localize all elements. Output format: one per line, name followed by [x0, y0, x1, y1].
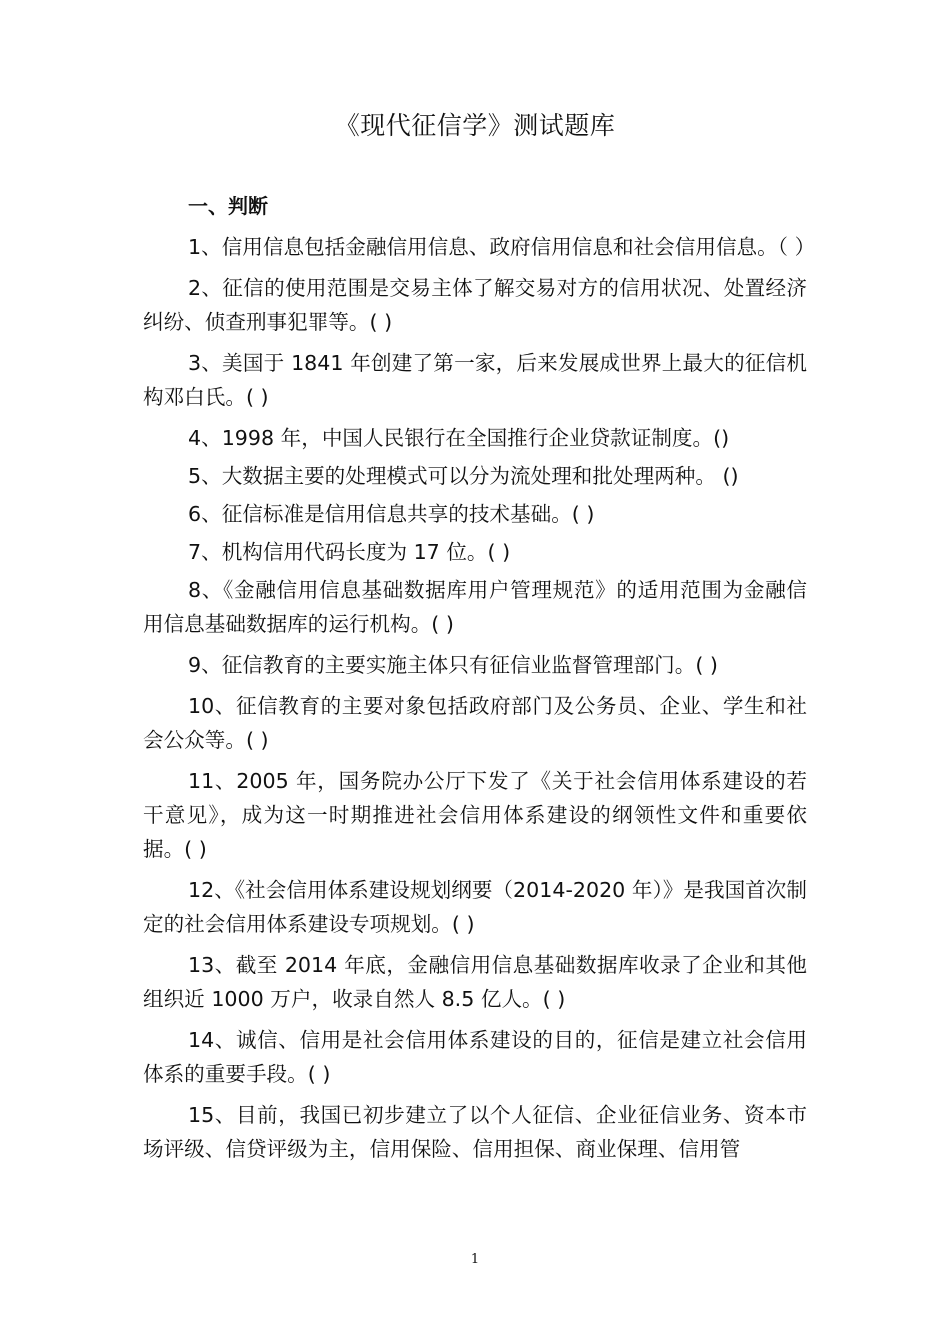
section-heading: 一、判断 — [188, 194, 268, 218]
question-item: 11、2005 年，国务院办公厅下发了《关于社会信用体系建设的若干意见》，成为这一时期推进社会信用体系建设的纲领性文件和重要依据。( ) — [143, 769, 807, 861]
document-title: 《现代征信学》测试题库 — [334, 111, 616, 140]
question-list — [143, 230, 816, 1173]
question-item: 3、美国于 1841 年创建了第一家，后来发展成世界上最大的征信机构邓白氏。( ) — [143, 351, 807, 409]
question-item: 15、目前，我国已初步建立了以个人征信、企业征信业务、资本市场评级、信贷评级为主，信用保险、信用担保、商业保理、信用管 — [143, 1103, 807, 1161]
page-number: 1 — [470, 1252, 480, 1267]
question-item: 1、信用信息包括金融信用信息、政府信用信息和社会信用信息。（ ） — [188, 235, 816, 259]
question-item: 10、征信教育的主要对象包括政府部门及公务员、企业、学生和社会公众等。( ) — [143, 694, 807, 752]
question-item: 12、《社会信用体系建设规划纲要（2014-2020 年）》是我国首次制定的社会信用体系建设专项规划。( ) — [143, 878, 807, 936]
question-item: 8、《金融信用信息基础数据库用户管理规范》的适用范围为金融信用信息基础数据库的运行机构。( ) — [143, 578, 807, 636]
question-item: 9、征信教育的主要实施主体只有征信业监督管理部门。( ) — [188, 653, 718, 677]
question-item: 5、大数据主要的处理模式可以分为流处理和批处理两种。 () — [188, 464, 739, 488]
question-item: 2、征信的使用范围是交易主体了解交易对方的信用状况、处置经济纠纷、侦查刑事犯罪等。( ) — [143, 276, 807, 334]
question-item: 6、征信标准是信用信息共享的技术基础。( ) — [188, 502, 595, 526]
question-item: 4、1998 年，中国人民银行在全国推行企业贷款证制度。() — [188, 426, 730, 450]
question-item: 7、机构信用代码长度为 17 位。( ) — [188, 540, 511, 564]
question-item: 14、诚信、信用是社会信用体系建设的目的，征信是建立社会信用体系的重要手段。( ) — [143, 1028, 807, 1086]
question-item: 13、截至 2014 年底，金融信用信息基础数据库收录了企业和其他组织近 1000 万户，收录自然人 8.5 亿人。( ) — [143, 953, 807, 1011]
